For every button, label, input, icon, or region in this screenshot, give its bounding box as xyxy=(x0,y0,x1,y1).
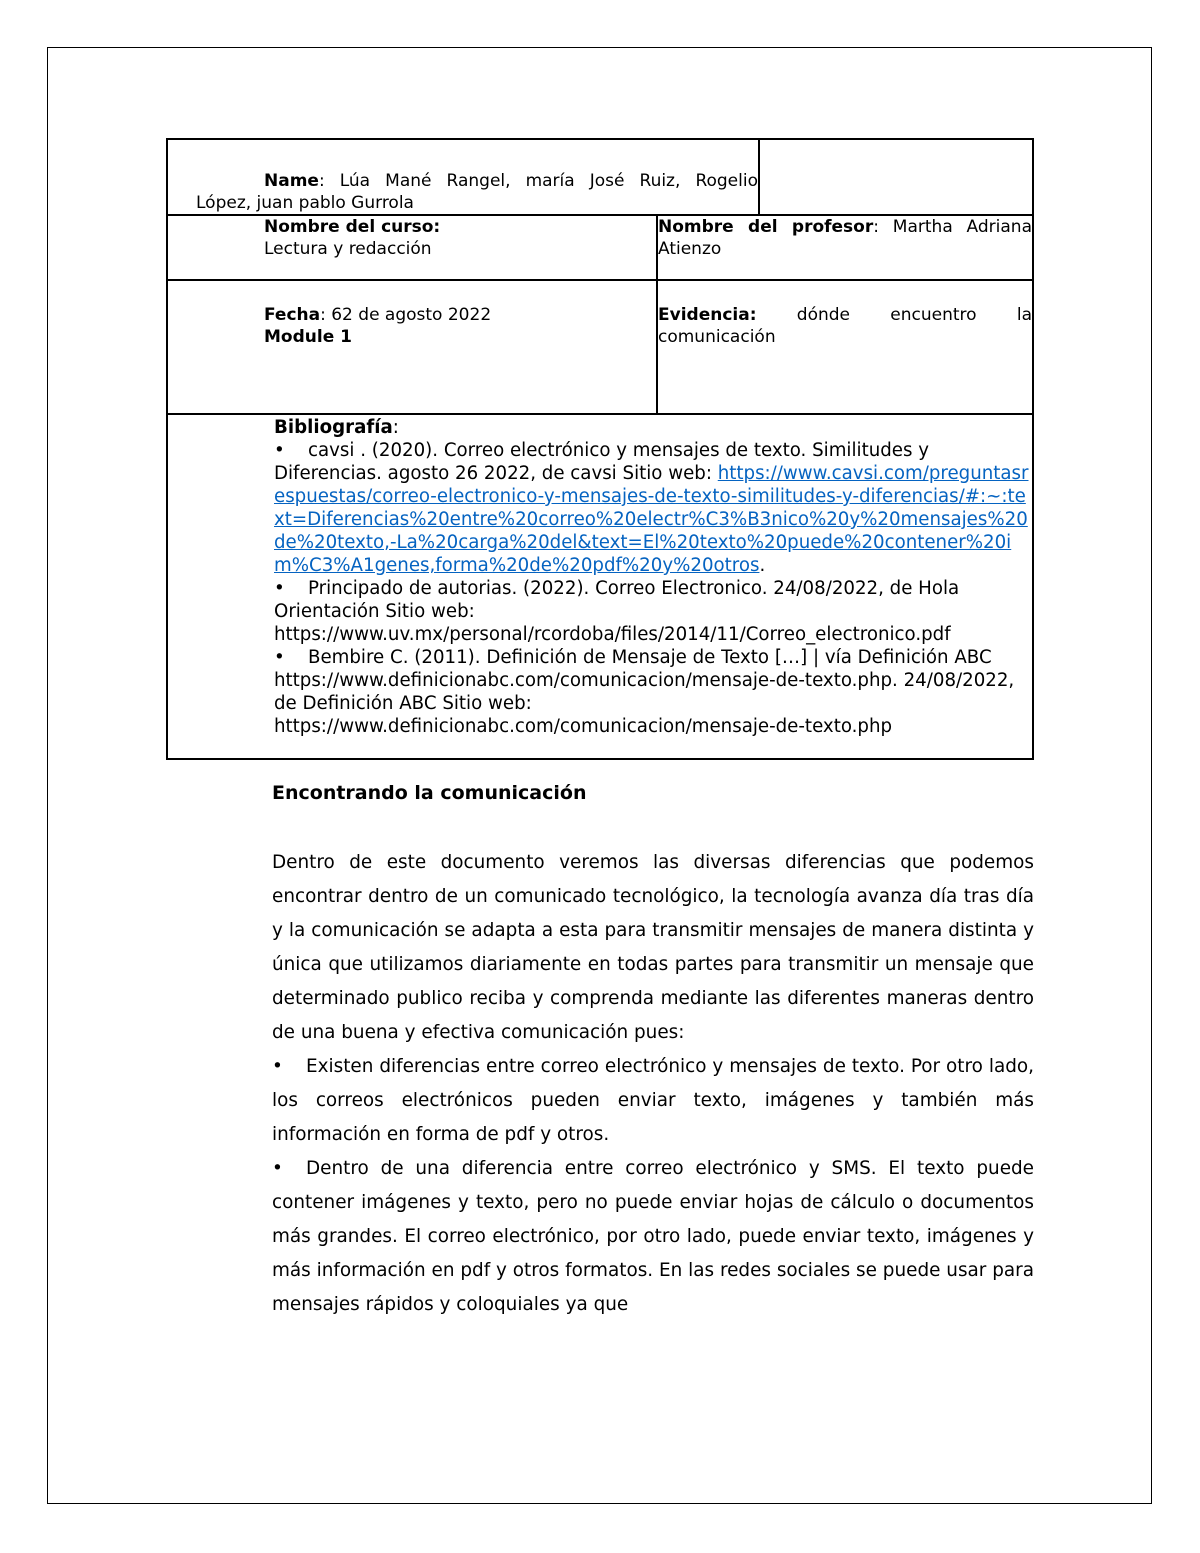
teacher-label: Nombre del profesor xyxy=(658,217,874,237)
teacher-value: : Martha Adriana xyxy=(873,217,1032,237)
list-item-text: Dentro de una diferencia entre correo electrónico y SMS. El texto puede contener imágenes y texto, pero no puede enviar hojas de cálculo o documentos más grandes. El correo electrónico, por otro lado, puede enviar texto, imágenes y más información en pdf y otros formatos. En las redes sociales se puede usar para mensajes rápidos y coloquiales ya que xyxy=(272,1158,1034,1315)
bibliography-title: Bibliografía xyxy=(274,417,393,438)
bibliography-colon: : xyxy=(392,417,399,438)
name-label: Name xyxy=(264,171,319,191)
bib-entry-2 xyxy=(274,577,1030,646)
course-label: Nombre del curso: xyxy=(264,217,441,237)
list-item xyxy=(272,1050,1034,1152)
student-names xyxy=(264,170,758,192)
bib-entry-2-text: Principado de autorias. (2022). Correo Electronico. 24/08/2022, de Hola Orientación Sitio web: https://www.uv.mx/personal/rcordoba/files/2014/11/Correo_electronico.pdf xyxy=(274,578,960,645)
section-title: Encontrando la comunicación xyxy=(272,782,587,804)
date-value: : 62 de agosto 2022 xyxy=(320,305,492,325)
bib-entry-1-text: cavsi . (2020). Correo electrónico y mensajes de texto. Similitudes y Diferencias. agosto 26 2022, de cavsi Sitio web: xyxy=(274,440,930,484)
bullet-icon: • xyxy=(274,440,285,461)
teacher-value-cont: Atienzo xyxy=(658,239,722,259)
header-table xyxy=(166,138,1034,760)
name-value-cont: López, juan pablo Gurrola xyxy=(196,193,414,213)
evidence-value-cont: comunicación xyxy=(658,327,776,347)
date-label: Fecha xyxy=(264,305,321,325)
evidence-label: Evidencia: xyxy=(658,305,757,325)
bib-entry-3 xyxy=(274,646,1030,738)
course-value: Lectura y redacción xyxy=(264,239,432,259)
bullet-icon: • xyxy=(272,1158,283,1179)
bib-entry-1-after: . xyxy=(759,555,766,576)
evidence-value: dónde encuentro la xyxy=(756,305,1032,325)
evidence-cell xyxy=(658,304,1032,348)
list-item-text: Existen diferencias entre correo electrónico y mensajes de texto. Por otro lado, los correos electrónicos pueden enviar texto, imágenes y también más información en forma de pdf y otros. xyxy=(272,1056,1034,1145)
row-divider-2 xyxy=(168,279,1032,281)
name-value: : Lúa Mané Rangel, maría José Ruiz, Rogelio xyxy=(318,171,758,191)
bib-entry-3-text: Bembire C. (2011). Definición de Mensaje de Texto […] | vía Definición ABC https://www.definicionabc.com/comunicacion/mensaje-de-texto.php. 24/08/2022, de Definición ABC Sitio web: https://www.definicionabc.com/comunicacion/mensaje-de-texto.php xyxy=(274,647,1015,737)
bullet-icon: • xyxy=(274,578,285,599)
bib-entry-1 xyxy=(274,439,1030,577)
date-cell xyxy=(264,304,654,348)
list-item xyxy=(272,1152,1034,1322)
teacher-cell xyxy=(658,216,1032,260)
body-content xyxy=(272,778,1034,1322)
bib-entry-1-link[interactable]: https://www.cavsi.com/preguntasrespuestas/correo-electronico-y-mensajes-de-texto-similitudes-y-diferencias/#:~:text=Diferencias%20entre%20correo%20electr%C3%B3nico%20y%20mensajes%20de%20texto,-La%20carga%20del&text=El%20texto%20puede%20contener%20im%C3%A1genes,forma%20de%20pdf%20y%20otros xyxy=(274,463,1029,576)
col-divider-top xyxy=(758,140,760,215)
bullet-icon: • xyxy=(272,1056,283,1077)
row-divider-3 xyxy=(168,413,1032,415)
intro-paragraph: Dentro de este documento veremos las diversas diferencias que podemos encontrar dentro de un comunicado tecnológico, la tecnología avanza día tras día y la comunicación se adapta a esta para transmitir mensajes de manera distinta y única que utilizamos diariamente en todas partes para transmitir un mensaje que determinado publico reciba y comprenda mediante las diferentes maneras dentro de una buena y efectiva comunicación pues: xyxy=(272,852,1034,1043)
module-label: Module 1 xyxy=(264,327,352,347)
bullet-icon: • xyxy=(274,647,285,668)
course-cell xyxy=(264,216,654,260)
student-names-cont xyxy=(196,192,756,214)
bibliography xyxy=(274,416,1030,738)
